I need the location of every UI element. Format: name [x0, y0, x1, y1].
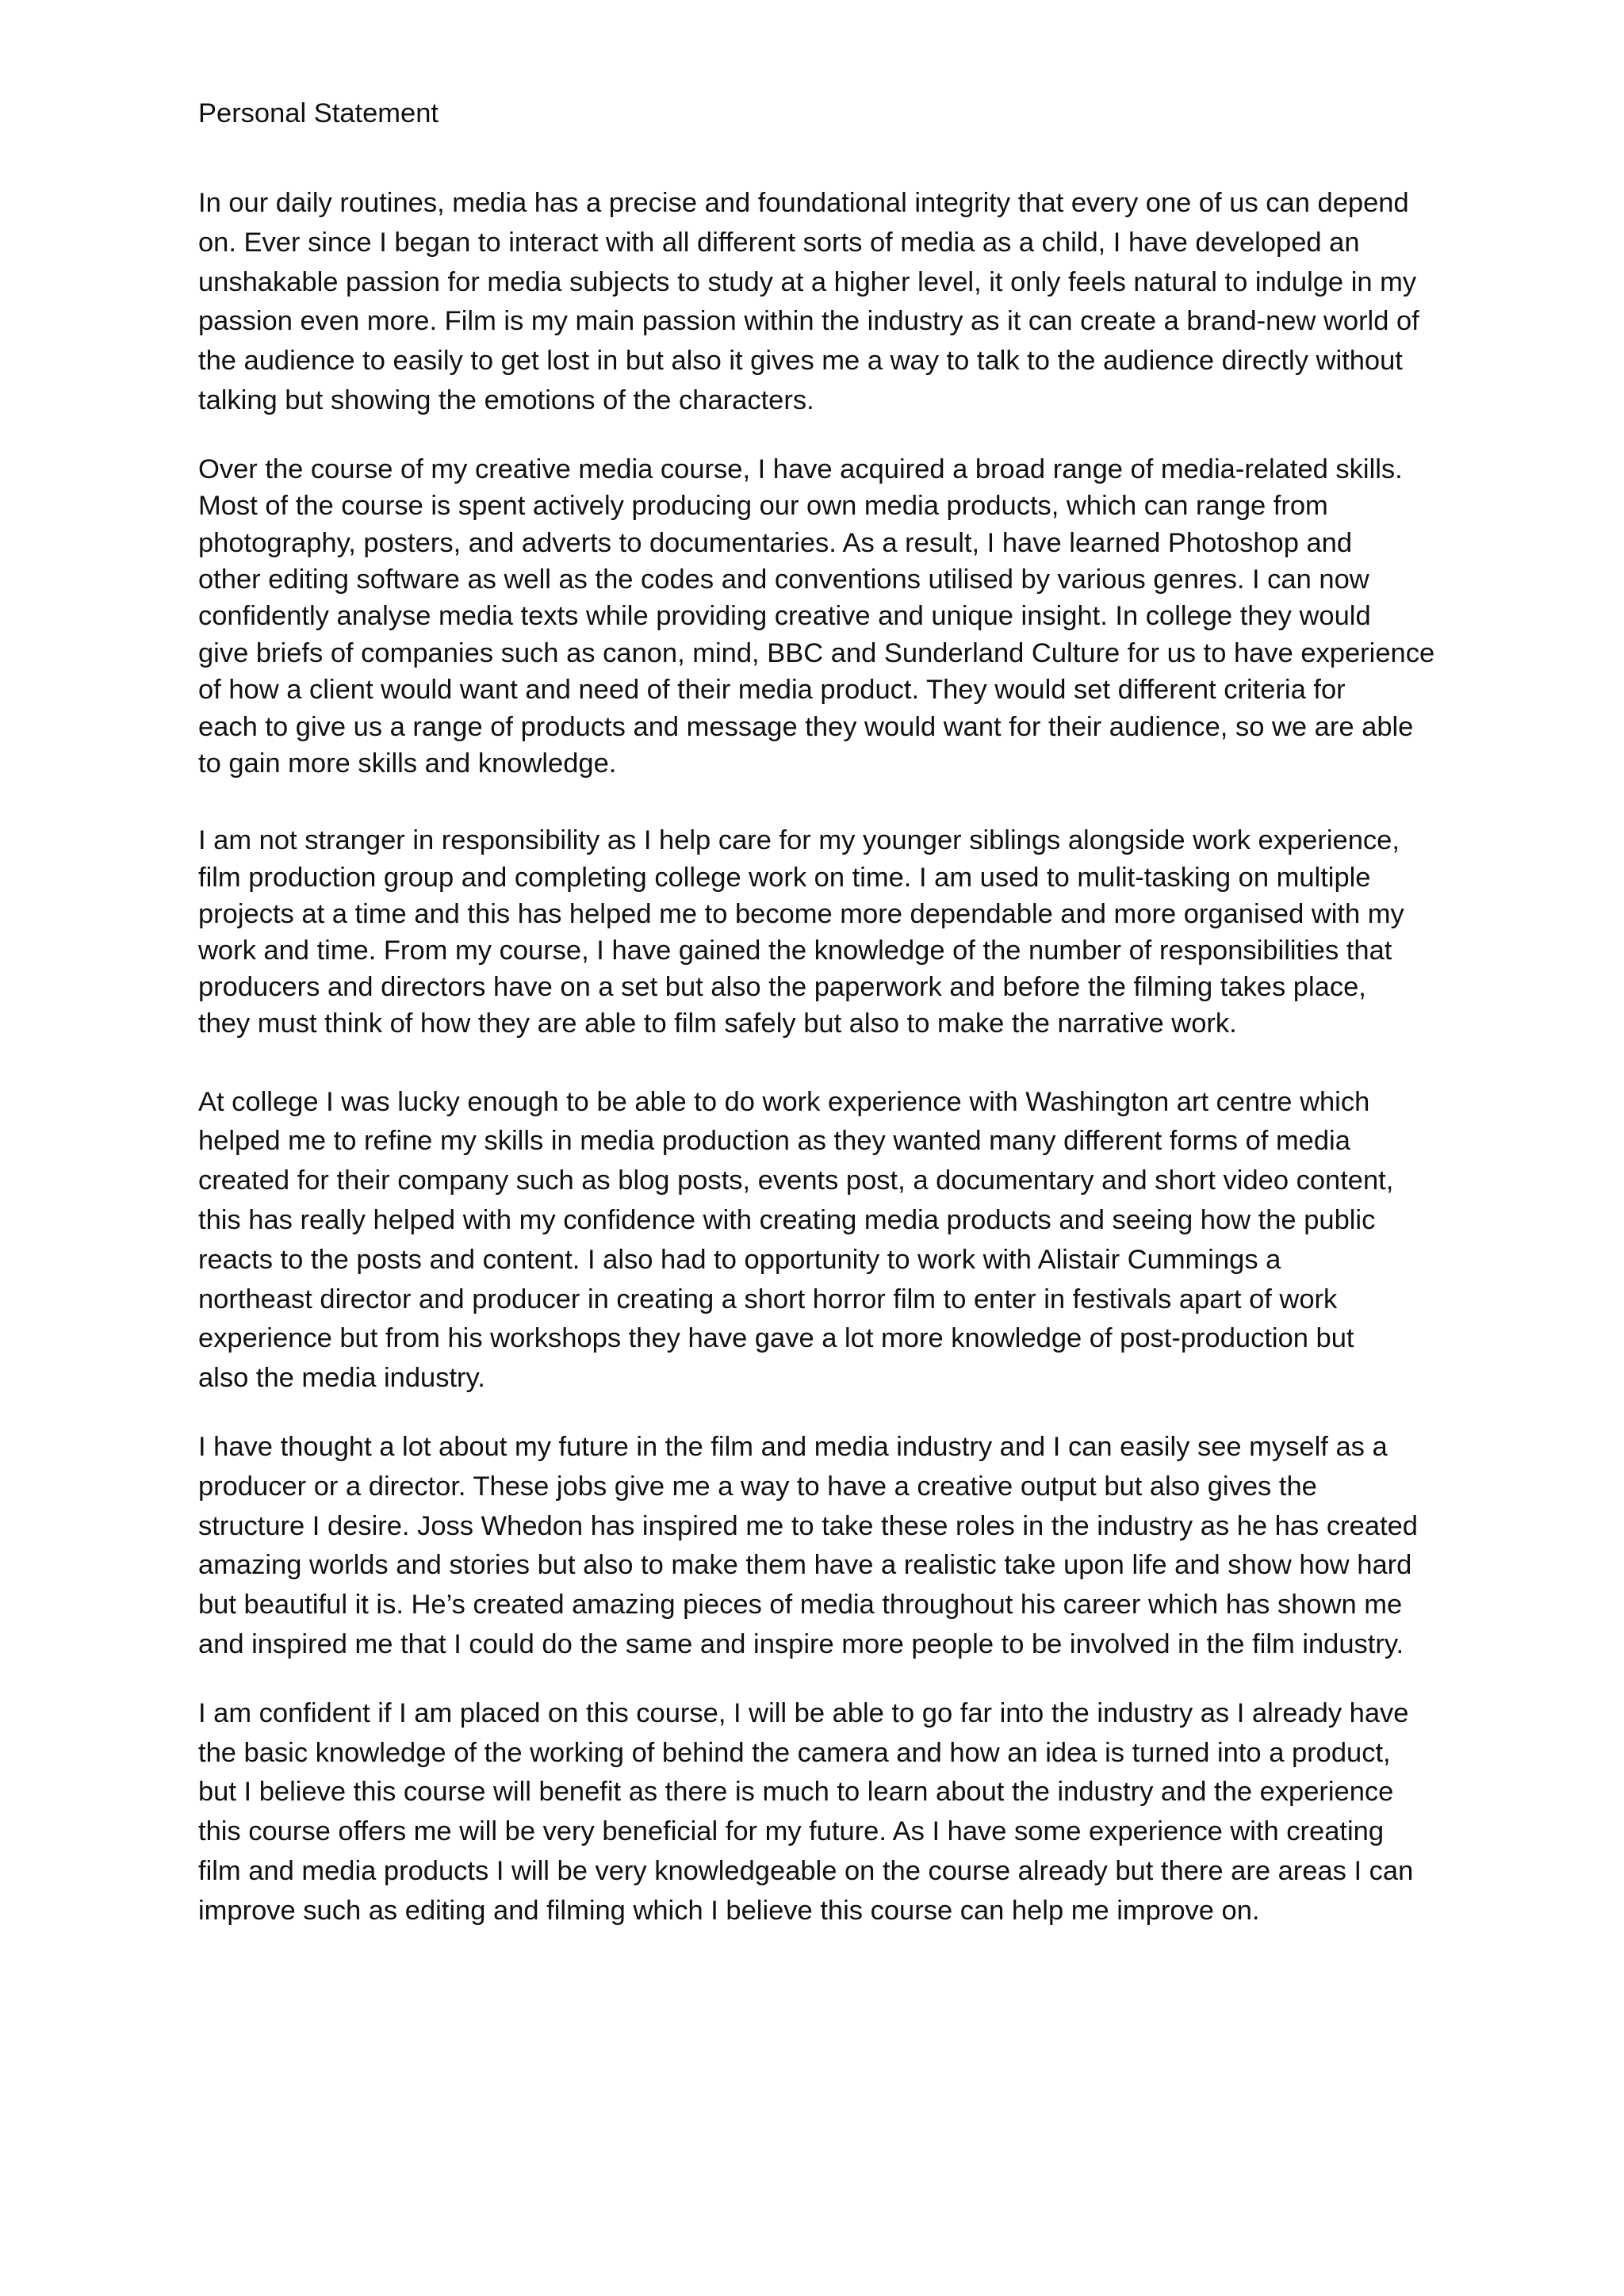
paragraph-introduction: In our daily routines, media has a precise and foundational integrity that every one of us can depend on. Ever since I began to interact with all different sorts of media as a child, I have developed an unshakable passion for media subjects to study at a higher level, it only feels natural to indulge in my passion even more. Film is my main passion within the industry as it can create a brand-new world of the audience to easily to get lost in but also it gives me a way to talk to the audience directly without talking but showing the emotions of the characters. [198, 188, 1419, 415]
document-title: Personal Statement [198, 98, 439, 128]
document-body [198, 94, 1451, 1931]
paragraph-conclusion: I am confident if I am placed on this course, I will be able to go far into the industry as I already have the basic knowledge of the working of behind the camera and how an idea is turned into a product, but I believe this course will benefit as there is much to learn about the industry and the experience this course offers me will be very beneficial for my future. As I have some experience with creating film and media products I will be very knowledgeable on the course already but there are areas I can improve such as editing and filming which I believe this course can help me improve on. [198, 1697, 1414, 1926]
paragraph-responsibility: I am not stranger in responsibility as I help care for my younger siblings alongside work experience, film production group and completing college work on time. I am used to mulit-tasking on multiple projects at a time and this has helped me to become more dependable and more organised with my work and time. From my course, I have gained the knowledge of the number of responsibilities that producers and directors have on a set but also the paperwork and before the filming takes place, they must think of how they are able to film safely but also to make the narrative work. [198, 825, 1404, 1039]
paragraph-course-skills: Over the course of my creative media course, I have acquired a broad range of media-related skills. Most of the course is spent actively producing our own media products, which can range from photography, posters, and adverts to documentaries. As a result, I have learned Photoshop and other editing software as well as the codes and conventions utilised by various genres. I can now confidently analyse media texts while providing creative and unique insight. In college they would give briefs of companies such as canon, mind, BBC and Sunderland Culture for us to have experience of how a client would want and need of their media product. They would set different criteria for each to give us a range of products and message they would want for their audience, so we are able to gain more skills and knowledge. [198, 453, 1435, 779]
paragraph-future-career: I have thought a lot about my future in the film and media industry and I can easily see myself as a producer or a director. These jobs give me a way to have a creative output but also gives the structure I desire. Joss Whedon has inspired me to take these roles in the industry as he has created amazing worlds and stories but also to make them have a realistic take upon life and show how hard but beautiful it is. He’s created amazing pieces of media throughout his career which has shown me and inspired me that I could do the same and inspire more people to be involved in the film industry. [198, 1432, 1418, 1660]
paragraph-work-experience: At college I was lucky enough to be able to do work experience with Washington art centre which helped me to refine my skills in media production as they wanted many different forms of media created for their company such as blog posts, events post, a documentary and short video content, this has really helped with my confidence with creating media products and seeing how the public reacts to the posts and content. I also had to opportunity to work with Alistair Cummings a northeast director and producer in creating a short horror film to enter in festivals apart of work experience but from his workshops they have gave a lot more knowledge of post-production but also the media industry. [198, 1086, 1394, 1394]
